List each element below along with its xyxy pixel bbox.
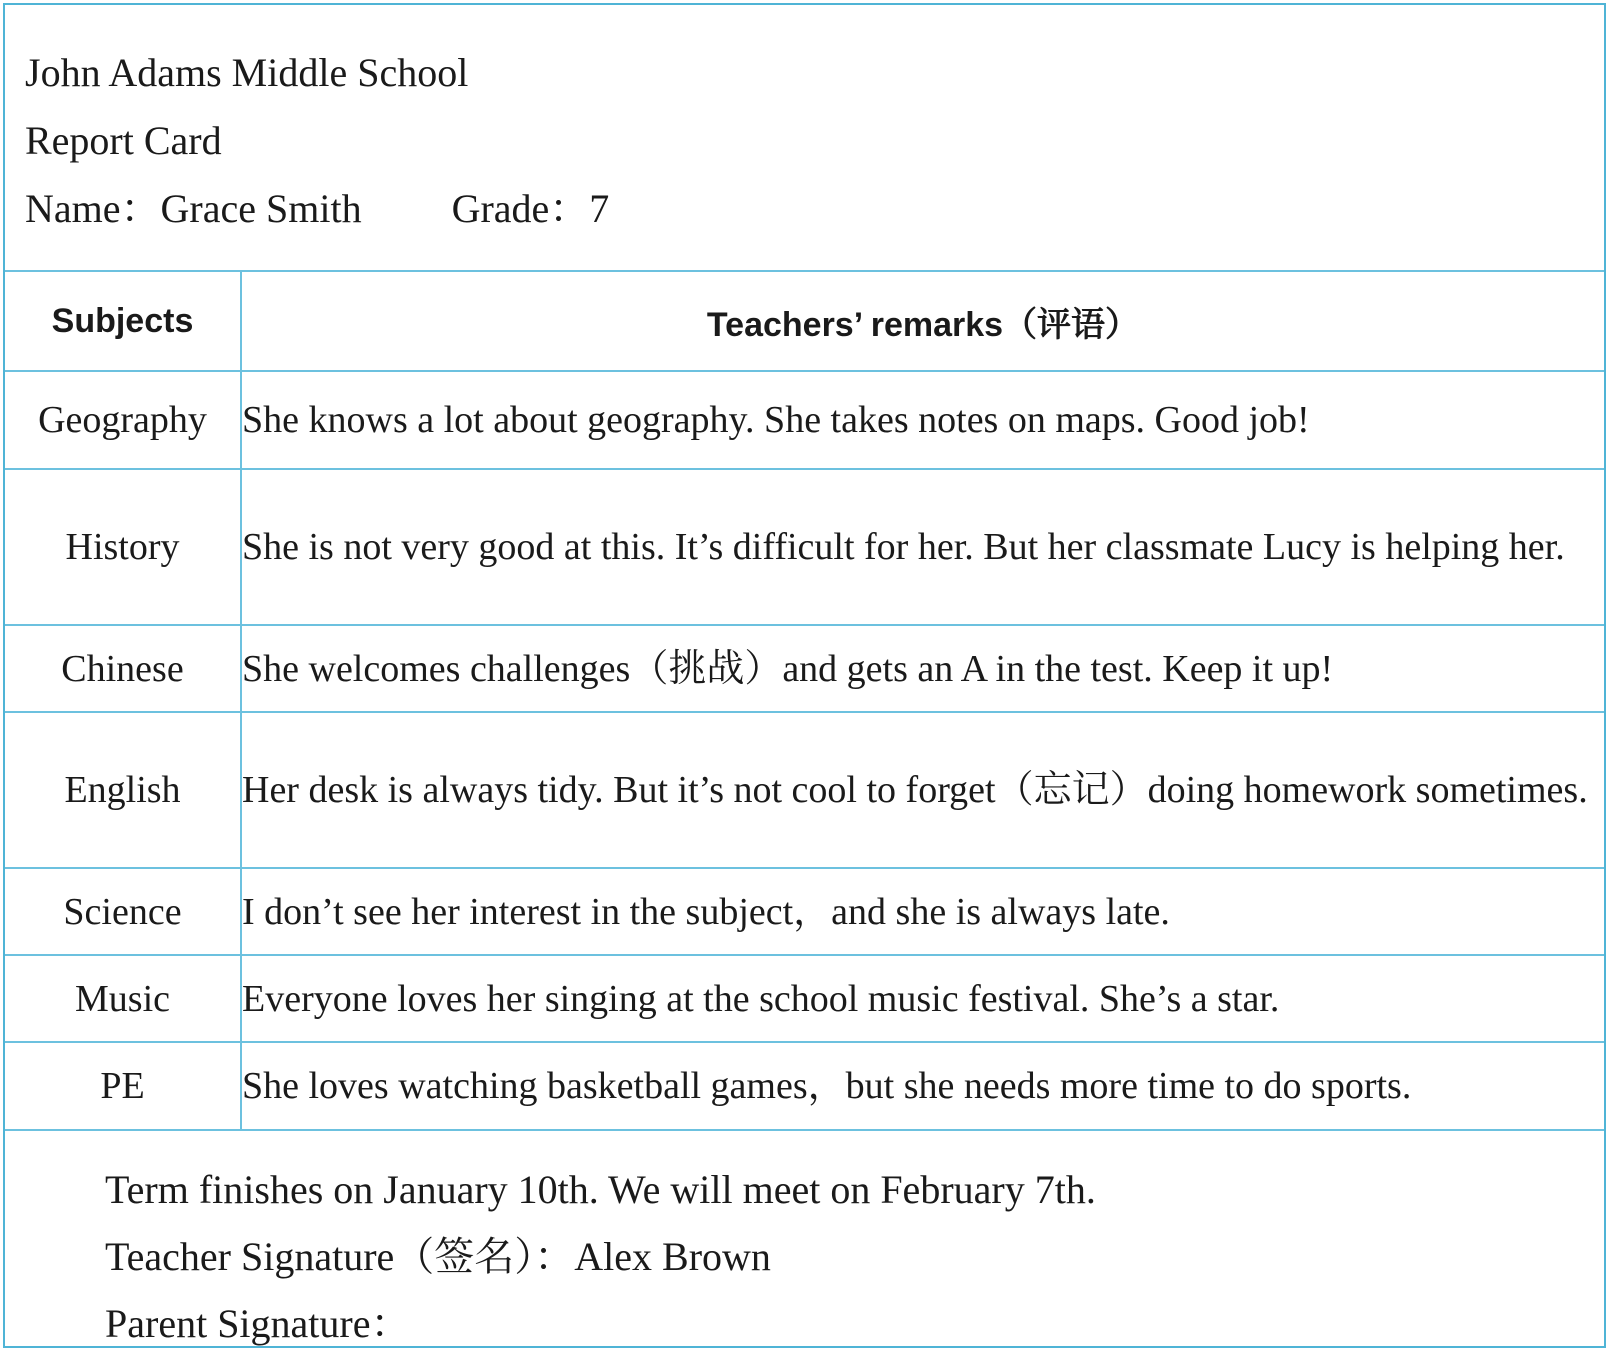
student-info-line bbox=[25, 186, 610, 231]
subject-cell: Geography bbox=[5, 371, 241, 469]
column-header-subjects: Subjects bbox=[5, 271, 241, 371]
student-name: Grace Smith bbox=[160, 186, 362, 231]
table-row bbox=[5, 955, 1604, 1042]
teacher-signature-label: Teacher Signature（签名）： bbox=[105, 1234, 575, 1279]
remark-cell: She is not very good at this. It’s difficult for her. But her classmate Lucy is helping her. bbox=[241, 469, 1604, 625]
subject-cell: PE bbox=[5, 1042, 241, 1130]
remark-cell: Her desk is always tidy. But it’s not cool to forget（忘记）doing homework sometimes. bbox=[241, 712, 1604, 868]
table-header-row bbox=[5, 271, 1604, 371]
subject-cell: Chinese bbox=[5, 625, 241, 712]
parent-signature-label: Parent Signature： bbox=[105, 1301, 411, 1346]
grade-value: 7 bbox=[589, 186, 610, 231]
table-row bbox=[5, 371, 1604, 469]
term-note: Term finishes on January 10th. We will meet on February 7th. bbox=[105, 1167, 1096, 1212]
remark-cell: Everyone loves her singing at the school music festival. She’s a star. bbox=[241, 955, 1604, 1042]
table-row bbox=[5, 625, 1604, 712]
table-row bbox=[5, 1042, 1604, 1130]
subject-cell: Science bbox=[5, 868, 241, 955]
document-title: Report Card bbox=[25, 118, 222, 163]
remarks-table bbox=[5, 270, 1604, 1131]
grade-label: Grade： bbox=[451, 186, 590, 231]
name-label: Name： bbox=[25, 186, 161, 231]
remark-cell: She knows a lot about geography. She takes notes on maps. Good job! bbox=[241, 371, 1604, 469]
table-row bbox=[5, 712, 1604, 868]
teacher-signature-value: Alex Brown bbox=[574, 1234, 771, 1279]
remark-cell: She loves watching basketball games，but she needs more time to do sports. bbox=[241, 1042, 1604, 1130]
subject-cell: English bbox=[5, 712, 241, 868]
report-card bbox=[3, 3, 1606, 1348]
grade-field bbox=[451, 186, 610, 231]
remark-cell: I don’t see her interest in the subject，and she is always late. bbox=[241, 868, 1604, 955]
teacher-signature-line bbox=[105, 1234, 771, 1279]
parent-signature-line bbox=[105, 1301, 411, 1346]
table-row bbox=[5, 868, 1604, 955]
column-header-remarks: Teachers’ remarks（评语） bbox=[241, 271, 1604, 371]
remark-cell: She welcomes challenges（挑战）and gets an A in the test. Keep it up! bbox=[241, 625, 1604, 712]
subject-cell: Music bbox=[5, 955, 241, 1042]
table-row bbox=[5, 469, 1604, 625]
report-header bbox=[5, 5, 1604, 270]
report-footer bbox=[5, 1142, 1604, 1350]
school-name: John Adams Middle School bbox=[25, 50, 469, 95]
subject-cell: History bbox=[5, 469, 241, 625]
